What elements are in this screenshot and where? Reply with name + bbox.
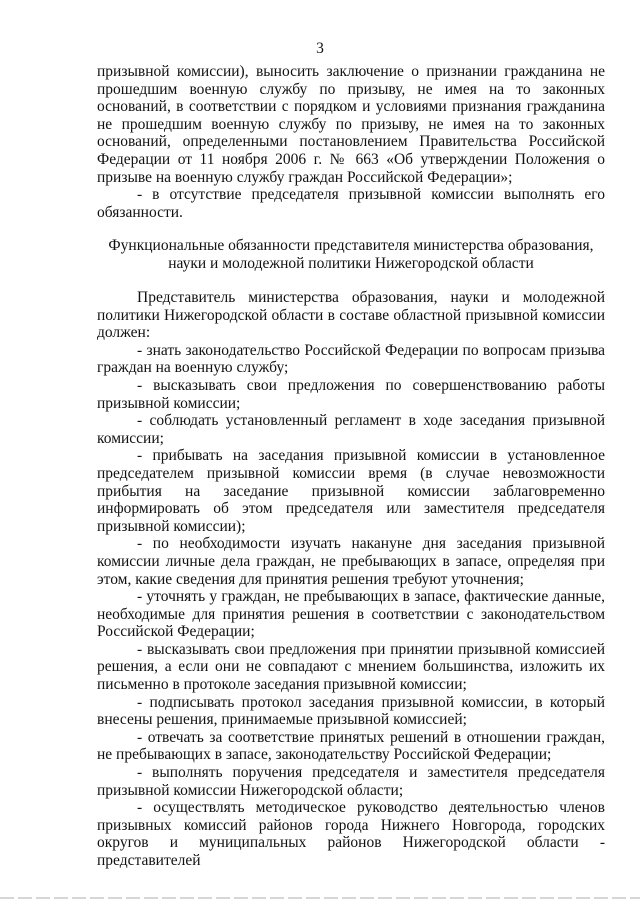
duty-item: - высказывать свои предложения по совершенствованию работы призывной комиссии; <box>97 376 605 412</box>
duty-item: - по необходимости изучать накануне дня заседания призывной комиссии личные дела граждан, не пребывающих в запасе, определяя при этом, какие сведения для принятия решения требуют уточнения; <box>97 535 605 588</box>
duty-item: - знать законодательство Российской Федерации по вопросам призыва граждан на военную службу; <box>97 341 605 377</box>
duty-item: - высказывать свои предложения при принятии призывной комиссией решения, а если они не совпадают с мнением большинства, изложить их письменно в протоколе заседания призывной комиссии; <box>97 640 605 694</box>
top-section <box>97 63 605 221</box>
duty-item: - соблюдать установленный регламент в ходе заседания призывной комиссии; <box>97 412 605 447</box>
duty-item: - отвечать за соответствие принятых решений в отношении граждан, не пребывающих в запасе, законодательству Российской Федерации; <box>97 728 605 764</box>
duty-item: - прибывать на заседания призывной комиссии в установленное председателем призывной комиссии время (в случае невозможности прибытия на заседание призывной комиссии заблаговременно информировать об этом председателя или заместителя председателя призывной комиссии); <box>97 447 605 535</box>
paragraph-continuation: призывной комиссии), выносить заключение о признании гражданина не прошедшим военную службу по призыву, не имея на то законных оснований, в соответствии с порядком и условиями признания гражданина не прошедшим военную службу по призыву, не имея на то законных оснований, определенными постановлением Правительства Российской Федерации от 11 ноября 2006 г. № 663 «Об утверждении Положения о призыве на военную службу граждан Российской Федерации»; <box>97 63 605 186</box>
page-number: 3 <box>316 40 324 57</box>
duty-item: - осуществлять методическое руководство деятельностью членов призывных комиссий районов города Нижнего Новгорода, городских округов и муниципальных районов Нижегородской области - представителей <box>97 799 605 869</box>
paragraph-chair-absence: - в отсутствие председателя призывной комиссии выполнять его обязанности. <box>97 186 605 221</box>
duty-item: - уточнять у граждан, не пребывающих в запасе, фактические данные, необходимые для принятия решения в соответствии с законодательством Российской Федерации; <box>97 588 605 641</box>
duties-section <box>97 289 605 870</box>
section-heading <box>97 237 605 272</box>
heading-line-1: Функциональные обязанности представителя министерства образования, <box>108 237 594 254</box>
heading-line-2: науки и молодежной политики Нижегородской области <box>168 254 534 272</box>
intro-paragraph: Представитель министерства образования, науки и молодежной политики Нижегородской области в составе областной призывной комиссии должен: <box>97 289 605 342</box>
duty-item: - выполнять поручения председателя и заместителя председателя призывной комиссии Нижегородской области; <box>97 764 605 799</box>
duty-item: - подписывать протокол заседания призывной комиссии, в который внесены решения, принимаемые призывной комиссией; <box>97 693 605 729</box>
page-bottom-edge <box>0 897 640 899</box>
